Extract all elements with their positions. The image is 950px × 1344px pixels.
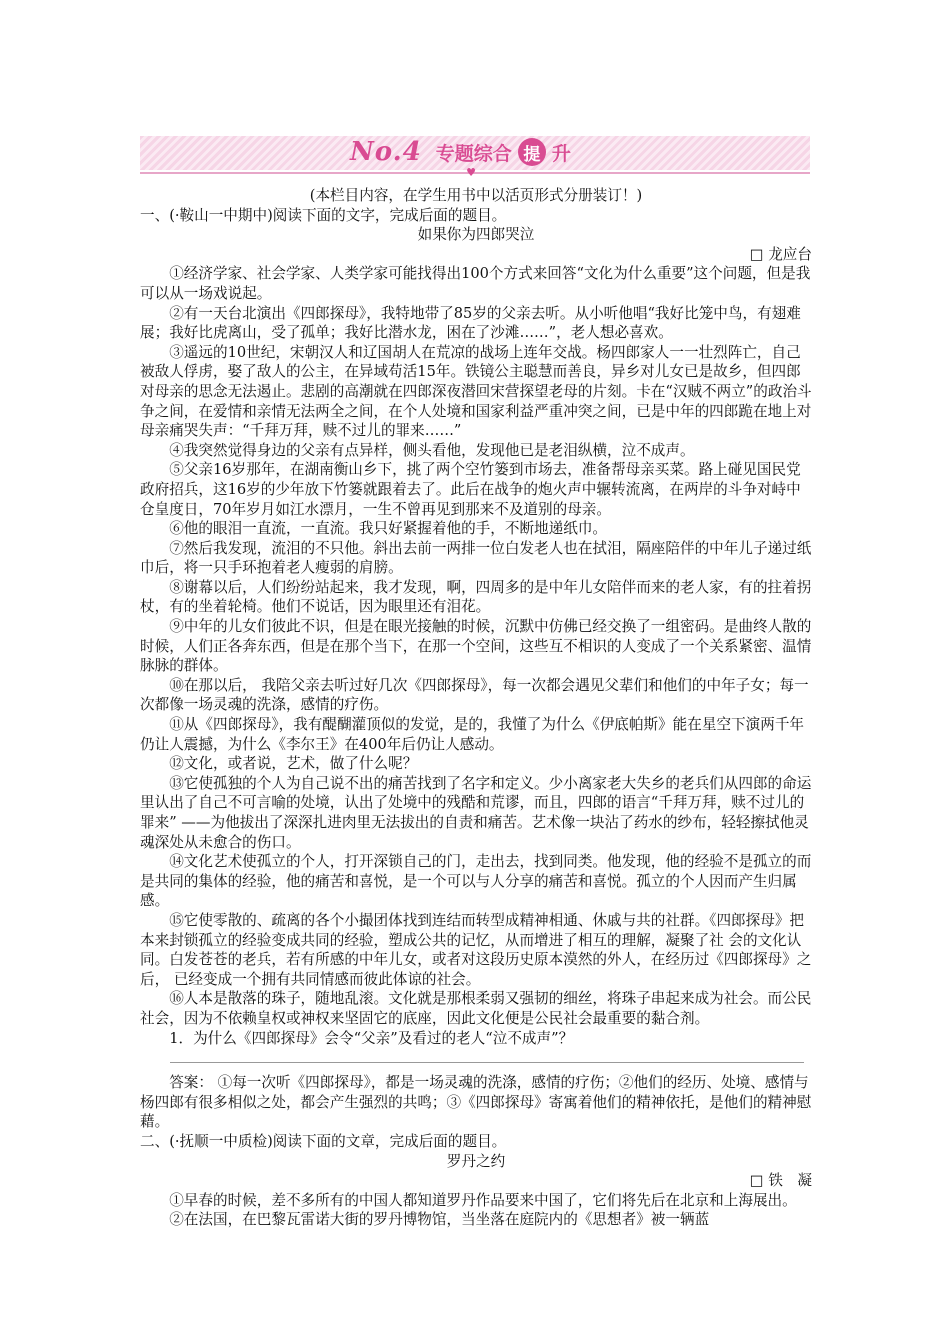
banner-last-char: 升 <box>551 142 571 165</box>
section1-heading: 一、(·鞍山一中期中)阅读下面的文字，完成后面的题目。 <box>140 206 507 224</box>
heart-icon: ♥ <box>466 166 476 179</box>
paragraph: ⑧谢幕以后，人们纷纷站起来，我才发现，啊，四周多的是中年儿女陪伴而来的老人家，有的拄着拐杖，有的坐着轮椅。他们不说话，因为眼里还有泪花。 <box>140 578 812 616</box>
paragraph: ②在法国，在巴黎瓦雷诺大街的罗丹博物馆，当坐落在庭院内的《思想者》被一辆蓝 <box>169 1211 710 1229</box>
paragraph: ⑫文化，或者说，艺术，做了什么呢？ <box>169 755 418 773</box>
section2-author: □ 铁 凝 <box>749 1172 812 1190</box>
paragraph: ⑯人本是散落的珠子，随地乱滚。文化就是那根柔弱又强韧的细丝，将珠子串起来成为社会。而公民社会，因为不依赖皇权或神权来坚固它的底座，因此文化便是公民社会最重要的黏合剂。 <box>140 990 812 1027</box>
paragraph: ⑨中年的儿女们彼此不识，但是在眼光接触的时候，沉默中仿佛已经交换了一组密码。是曲终人散的时候，人们正各奔东西，但是在那个当下，在那一个空间，这些互不相识的人变成了一个关系紧密、温情脉脉的群体。 <box>140 618 812 675</box>
answer-blank-line <box>170 1050 804 1063</box>
section-banner <box>140 128 810 182</box>
section1-title: 如果你为四郎哭泣 <box>417 226 535 244</box>
question-1: 1．为什么《四郎探母》会令“父亲”及看过的老人“泣不成声”？ <box>169 1029 574 1047</box>
binding-note: (本栏目内容，在学生用书中以活页形式分册装订！) <box>309 187 643 204</box>
section1-author: □ 龙应台 <box>749 245 812 263</box>
paragraph: ⑩在那以后， 我陪父亲去听过好几次《四郎探母》，每一次都会遇见父辈们和他们的中年子女；每一次都像一场灵魂的洗涤，感情的疗伤。 <box>140 676 809 714</box>
banner-circle-char: 提 <box>518 138 546 166</box>
paragraph: ⑬它使孤独的个人为自己说不出的痛苦找到了名字和定义。少小离家老大失乡的老兵们从四郎的命运里认出了自己不可言喻的处境，认出了处境中的残酷和荒谬，而且，四郎的语言“千拜万拜，赎不过儿的罪来” ——为他拔出了深深扎进肉里无法拔出的自责和痛苦。艺术像一块沾了药水的纱布，轻轻擦拭他灵魂深处从未愈合的伤口。 <box>140 774 812 851</box>
paragraph: ⑪从《四郎探母》，我有醍醐灌顶似的发觉，是的，我懂了为什么《伊底帕斯》能在星空下演两千年仍让人震撼，为什么《李尔王》在400年后仍让人感动。 <box>140 716 805 753</box>
banner-text: 专题综合 <box>435 142 512 165</box>
paragraph: ①早春的时候，差不多所有的中国人都知道罗丹作品要来中国了，它们将先后在北京和上海展出。 <box>169 1191 797 1209</box>
section2-title: 罗丹之约 <box>446 1152 506 1170</box>
paragraph: ①经济学家、社会学家、人类学家可能找得出100个方式来回答“文化为什么重要”这个问题，但是我可以从一场戏说起。 <box>140 265 811 302</box>
paragraph: ⑤父亲16岁那年，在湖南衡山乡下，挑了两个空竹篓到市场去，准备帮母亲买菜。路上碰见国民党政府招兵，这16岁的少年放下竹篓就跟着去了。此后在战争的炮火声中辗转流离，在两岸的斗争对峙中仓皇度日，70年岁月如江水漂月，一生不曾再见到那来不及道别的母亲。 <box>140 461 801 518</box>
banner-title <box>350 132 571 172</box>
document-body <box>140 186 812 1230</box>
paragraph: ⑦然后我发现，流泪的不只他。斜出去前一两排一位白发老人也在拭泪，隔座陪伴的中年儿子递过纸巾后，将一只手环抱着老人瘦弱的肩膀。 <box>140 539 812 577</box>
banner-number: No.4 <box>350 137 422 167</box>
paragraph: ⑥他的眼泪一直流，一直流。我只好紧握着他的手，不断地递纸巾。 <box>169 520 608 538</box>
paragraph: ③遥远的10世纪，宋朝汉人和辽国胡人在荒凉的战场上连年交战。杨四郎家人一一壮烈阵亡，自己被敌人俘虏，娶了敌人的公主，在异域苟活15年。铁镜公主聪慧而善良，异乡对儿女已是故乡，但四郎对母亲的思念无法遏止。悲剧的高潮就在四郎深夜潜回宋营探望老母的片刻。卡在“汉贼不两立”的政治斗争之间，在爱情和亲情无法两全之间，在个人处境和国家利益严重冲突之间，已是中年的四郎跪在地上对母亲痛哭失声：“千拜万拜，赎不过儿的罪来……” <box>140 343 812 440</box>
paragraph: ②有一天台北演出《四郎探母》，我特地带了85岁的父亲去听。从小听他唱“我好比笼中鸟，有翅难展；我好比虎离山，受了孤单；我好比潜水龙，困在了沙滩……”，老人想必喜欢。 <box>140 304 801 342</box>
paragraph: ⑮它使零散的、疏离的各个小撮团体找到连结而转型成精神相通、休戚与共的社群。《四郎探母》把本来封锁孤立的经验变成共同的经验，塑成公共的记忆，从而增进了相互的理解，凝聚了社 会的文化认同。白发苍苍的老兵，若有所感的中年儿女，或者对这段历史原本漠然的外人，在经历过《四郎探母》之后， 已经变成一个拥有共同情感而彼此体谅的社会。 <box>140 911 812 988</box>
paragraph: ⑭文化艺术使孤立的个人，打开深锁自己的门，走出去，找到同类。他发现，他的经验不是孤立的而是共同的集体的经验，他的痛苦和喜悦，是一个可以与人分享的痛苦和喜悦。孤立的个人因而产生归属感。 <box>140 853 812 910</box>
paragraph: ④我突然觉得身边的父亲有点异样，侧头看他，发现他已是老泪纵横，泣不成声。 <box>169 441 695 459</box>
answer-1: 答案： ①每一次听《四郎探母》，都是一场灵魂的洗涤，感情的疗伤；②他们的经历、处境、感情与杨四郎有很多相似之处，都会产生强烈的共鸣；③《四郎探母》寄寓着他们的精神依托，是他们的精神慰藉。 <box>140 1074 812 1131</box>
section2-heading: 二、(·抚顺一中质检)阅读下面的文章，完成后面的题目。 <box>140 1132 507 1150</box>
